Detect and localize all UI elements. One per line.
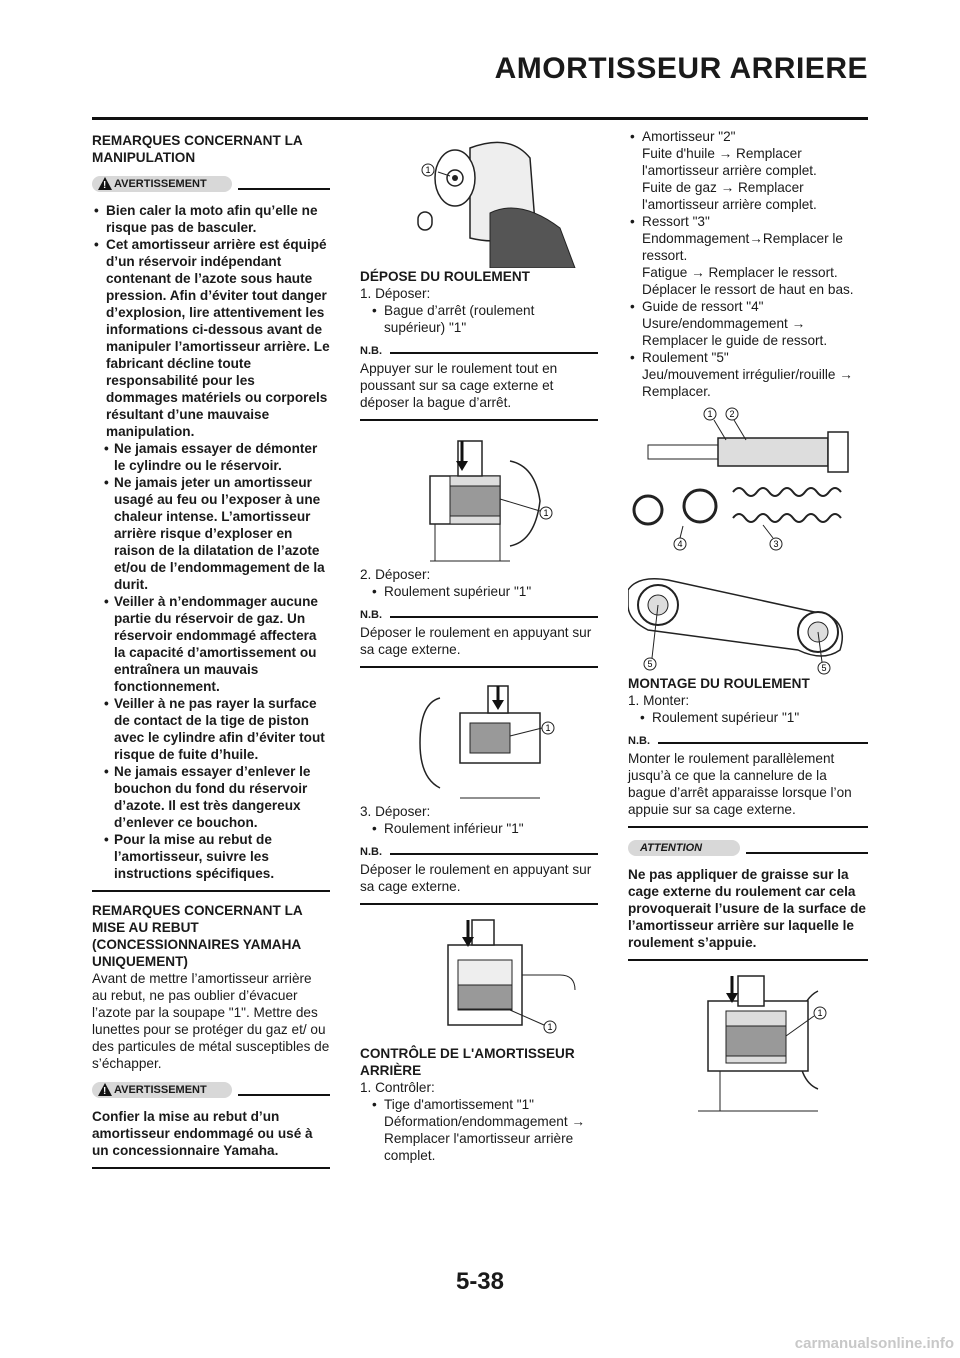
note-label: N.B. <box>628 734 868 750</box>
heading-bearing-install: MONTAGE DU ROULEMENT <box>628 676 810 691</box>
list-item: • Roulement inférieur "1" <box>370 820 598 837</box>
list-item: • Ressort "3" Endommagement→Remplacer le ressort. Fatigue → Remplacer le ressort. Déplacer le ressort de haut en bas. <box>628 213 868 298</box>
note-label: N.B. <box>360 608 598 624</box>
svg-text:1: 1 <box>817 1008 823 1018</box>
title-rule <box>92 117 868 120</box>
column-2 <box>360 128 598 1164</box>
note-label: N.B. <box>360 845 598 861</box>
svg-text:4: 4 <box>677 539 683 549</box>
caution-box <box>628 838 868 860</box>
check-list <box>628 128 868 400</box>
list-item: • Tige d'amortissement "1" Déformation/endommagement → Remplacer l'amortisseur arrière complet. <box>370 1096 598 1164</box>
list-item: • Guide de ressort "4" Usure/endommagement → Remplacer le guide de ressort. <box>628 298 868 349</box>
list-item: • Roulement supérieur "1" <box>370 583 598 600</box>
svg-text:1: 1 <box>543 508 549 518</box>
page-number: 5-38 <box>455 1268 505 1295</box>
heading-shock-check: CONTRÔLE DE L'AMORTISSEUR ARRIÈRE <box>360 1046 575 1078</box>
note-label: N.B. <box>360 344 598 360</box>
list-item: • Ne jamais jeter un amortisseur usagé au feu ou l’exposer à une chaleur intense. L’amortisseur arrière risque d’exploser en raison de la dilatation de l’azote et/ou de l’endommagement de la durit. <box>102 474 330 593</box>
warning-box <box>92 1080 330 1102</box>
step: 1. Contrôler: <box>360 1080 435 1095</box>
watermark: carmanualsonline.info <box>794 1335 954 1352</box>
list-item: • Roulement "5" Jeu/mouvement irrégulier/rouille → Remplacer. <box>628 349 868 400</box>
warning-list <box>92 202 330 440</box>
note-text: Appuyer sur le roulement tout en poussant sur sa cage externe et déposer la bague d’arrêt. <box>360 361 558 410</box>
warning-text: Confier la mise au rebut d’un amortisseur endommagé ou usé à un concessionnaire Yamaha. <box>92 1109 313 1158</box>
paragraph-disposal: Avant de mettre l’amortisseur arrière au rebut, ne pas oublier d’évacuer l’azote par la soupape "1". Mettre des lunettes pour se protéger du gaz et/ ou des particules de métal susceptibles de s’échapper. <box>92 971 330 1071</box>
note-text: Déposer le roulement en appuyant sur sa cage externe. <box>360 625 592 657</box>
heading-bearing-removal: DÉPOSE DU ROULEMENT <box>360 269 530 284</box>
svg-text:5: 5 <box>647 659 653 669</box>
svg-text:1: 1 <box>545 723 551 733</box>
list-item: • Veiller à n’endommager aucune partie du réservoir de gaz. Un réservoir endommagé affectera la capacité d’amortissement ou entraînera un mauvais fonctionnement. <box>102 593 330 695</box>
note-text: Monter le roulement parallèlement jusqu’à ce que la cannelure de la bague d’arrêt apparaisse lorsque l’on appuie sur sa cage externe. <box>628 751 852 817</box>
warning-icon <box>98 177 112 190</box>
step: 3. Déposer: <box>360 804 431 819</box>
warning-sublist <box>92 440 330 882</box>
step: 2. Déposer: <box>360 567 431 582</box>
column-3 <box>628 128 868 1121</box>
page-title: AMORTISSEUR ARRIERE <box>494 52 868 85</box>
heading-disposal: REMARQUES CONCERNANT LA MISE AU REBUT (CONCESSIONNAIRES YAMAHA UNIQUEMENT) <box>92 903 303 969</box>
figure-upper-bearing-removal <box>360 678 598 803</box>
figure-shock-parts <box>628 400 868 675</box>
warning-badge: ! AVERTISSEMENT <box>92 1082 232 1098</box>
caution-text: Ne pas appliquer de graisse sur la cage externe du roulement car cela provoquerait l’usure de la surface de l’amortisseur arrière sur laquelle le roulement s’appuie. <box>628 867 866 950</box>
warning-box <box>92 174 330 196</box>
svg-text:1: 1 <box>707 409 713 419</box>
list-item: • Roulement supérieur "1" <box>638 709 868 726</box>
figure-upper-bearing <box>360 431 598 566</box>
warning-icon <box>98 1083 112 1096</box>
step: 1. Monter: <box>628 693 690 708</box>
note-text: Déposer le roulement en appuyant sur sa cage externe. <box>360 862 592 894</box>
svg-text:1: 1 <box>547 1022 553 1032</box>
list-item: • Ne jamais essayer d’enlever le bouchon du fond du réservoir d’azote. Il est très dangereux d’enlever ce bouchon. <box>102 763 330 831</box>
list-item: • Bien caler la moto afin qu’elle ne risque pas de basculer. <box>92 202 330 236</box>
warning-badge: ! AVERTISSEMENT <box>92 176 232 192</box>
list-item: • Veiller à ne pas rayer la surface de contact de la tige de piston avec le cylindre afin d’éviter tout risque de fuite d’huile. <box>102 695 330 763</box>
heading-handling: REMARQUES CONCERNANT LA MANIPULATION <box>92 133 303 165</box>
svg-text:1: 1 <box>425 165 431 175</box>
figure-bearing-install <box>628 971 868 1121</box>
list-item: • Ne jamais essayer de démonter le cylindre ou le réservoir. <box>102 440 330 474</box>
figure-lower-bearing <box>360 915 598 1045</box>
column-1 <box>92 128 330 1179</box>
figure-circlip <box>360 128 598 268</box>
svg-text:5: 5 <box>821 663 827 673</box>
svg-text:3: 3 <box>773 539 779 549</box>
step: 1. Déposer: <box>360 286 431 301</box>
list-item: • Amortisseur "2" Fuite d'huile → Remplacer l'amortisseur arrière complet. Fuite de gaz → Remplacer l'amortisseur arrière complet. <box>628 128 868 213</box>
svg-text:2: 2 <box>729 409 735 419</box>
list-item: • Bague d’arrêt (roulement supérieur) "1" <box>370 302 598 336</box>
list-item: • Cet amortisseur arrière est équipé d’un réservoir indépendant contenant de l’azote sous haute pression. Afin d’éviter tout danger d’explosion, lire attentivement les informations ci-dessous avant de manipuler l’amortisseur arrière. Le fabricant décline toute responsabilité pour les dommages matériels ou corporels résultant d’une mauvaise manipulation. <box>92 236 330 440</box>
caution-badge: ATTENTION <box>628 840 740 856</box>
list-item: • Pour la mise au rebut de l’amortisseur, suivre les instructions spécifiques. <box>102 831 330 882</box>
